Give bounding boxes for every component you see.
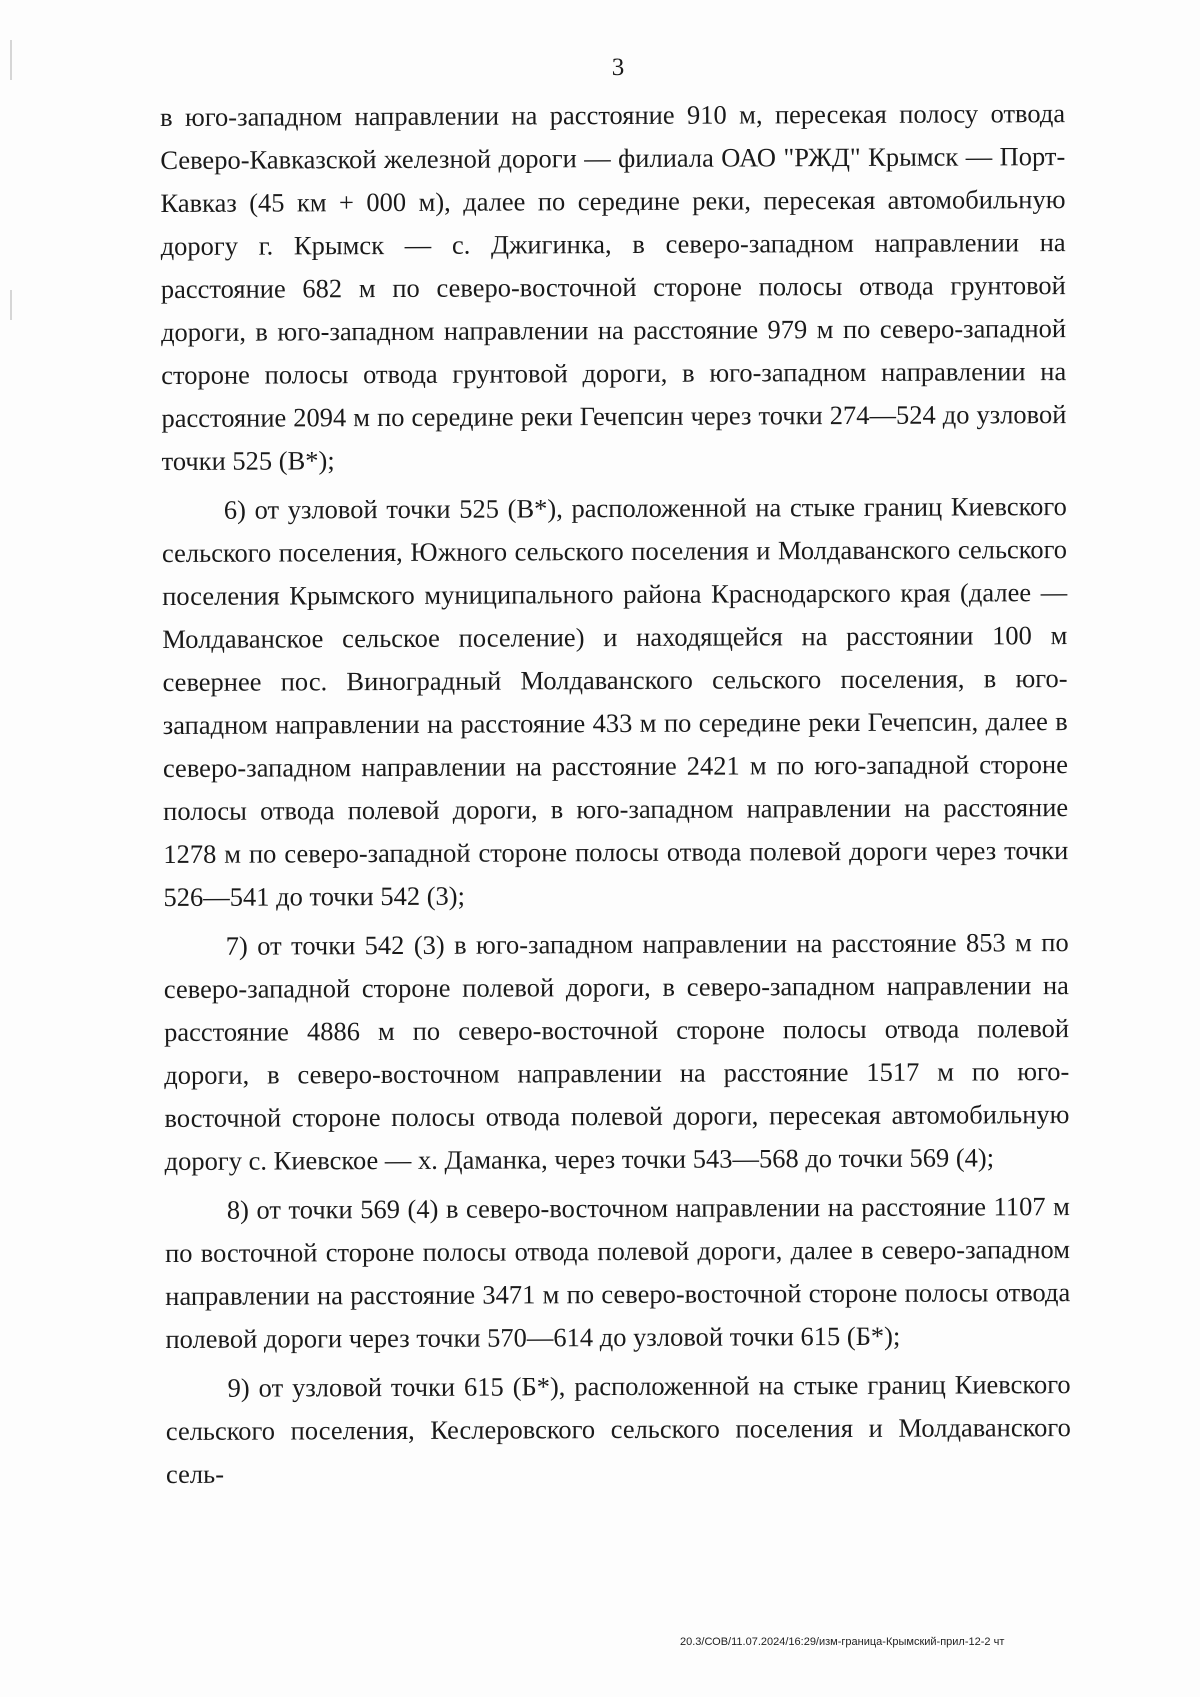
paragraph-item-6: 6) от узловой точки 525 (В*), расположенной на стыке границ Киевского сельского поселения, Южного сельского поселения и Молдаванского сельского поселения Крымского муниципального района Краснодарского края (далее — Молдаванское сельское поселение) и находящейся на расстоянии 100 м севернее пос. Виноградный Молдаванского сельского поселения, в юго-западном направлении на расстояние 433 м по середине реки Гечепсин, далее в северо-западном направлении на расстояние 2421 м по юго-западной стороне полосы отвода полевой дороги, в юго-западном направлении на расстояние 1278 м по северо-западной стороне полосы отвода полевой дороги через точки 526—541 до точки 542 (3); [161, 491, 1069, 912]
document-body [160, 92, 1071, 1496]
paragraph-item-8: 8) от точки 569 (4) в северо-восточном направлении на расстояние 1107 м по восточной стороне полосы отвода полевой дороги, далее в северо-западном направлении на расстояние 3471 м по северо-восточной стороне полосы отвода полевой дороги через точки 570—614 до узловой точки 615 (Б*); [164, 1191, 1071, 1354]
paragraph-continuation: в юго-западном направлении на расстояние 910 м, пересекая полосу отвода Северо-Кавказской железной дороги — филиала ОАО "РЖД" Крымск — Порт-Кавказ (45 км + 000 м), далее по середине реки, пересекая автомобильную дорогу г. Крымск — с. Джигинка, в северо-западном направлении на расстояние 682 м по северо-восточной стороне полосы отвода грунтовой дороги, в юго-западном направлении на расстояние 979 м по северо-западной стороне полосы отвода грунтовой дороги, в юго-западном направлении на расстояние 2094 м по середине реки Гечепсин через точки 274—524 до узловой точки 525 (В*); [160, 98, 1067, 476]
scan-edge-mark [10, 290, 12, 320]
paragraph-item-9: 9) от узловой точки 615 (Б*), расположенной на стыке границ Киевского сельского поселения, Кеслеровского сельского поселения и Молдаванского сель- [165, 1369, 1071, 1489]
page-number: 3 [611, 54, 625, 81]
document-footer-code: 20.3/СОВ/11.07.2024/16:29/изм-граница-Крымский-прил-12-2 чт [680, 1636, 1005, 1648]
paragraph-item-7: 7) от точки 542 (3) в юго-западном направлении на расстояние 853 м по северо-западной стороне полевой дороги, в северо-западном направлении на расстояние 4886 м по северо-восточной стороне полосы отвода полевой дороги, в северо-восточном направлении на расстояние 1517 м по юго-восточной стороне полосы отвода полевой дороги, пересекая автомобильную дорогу с. Киевское — х. Даманка, через точки 543—568 до точки 569 (4); [163, 927, 1070, 1176]
